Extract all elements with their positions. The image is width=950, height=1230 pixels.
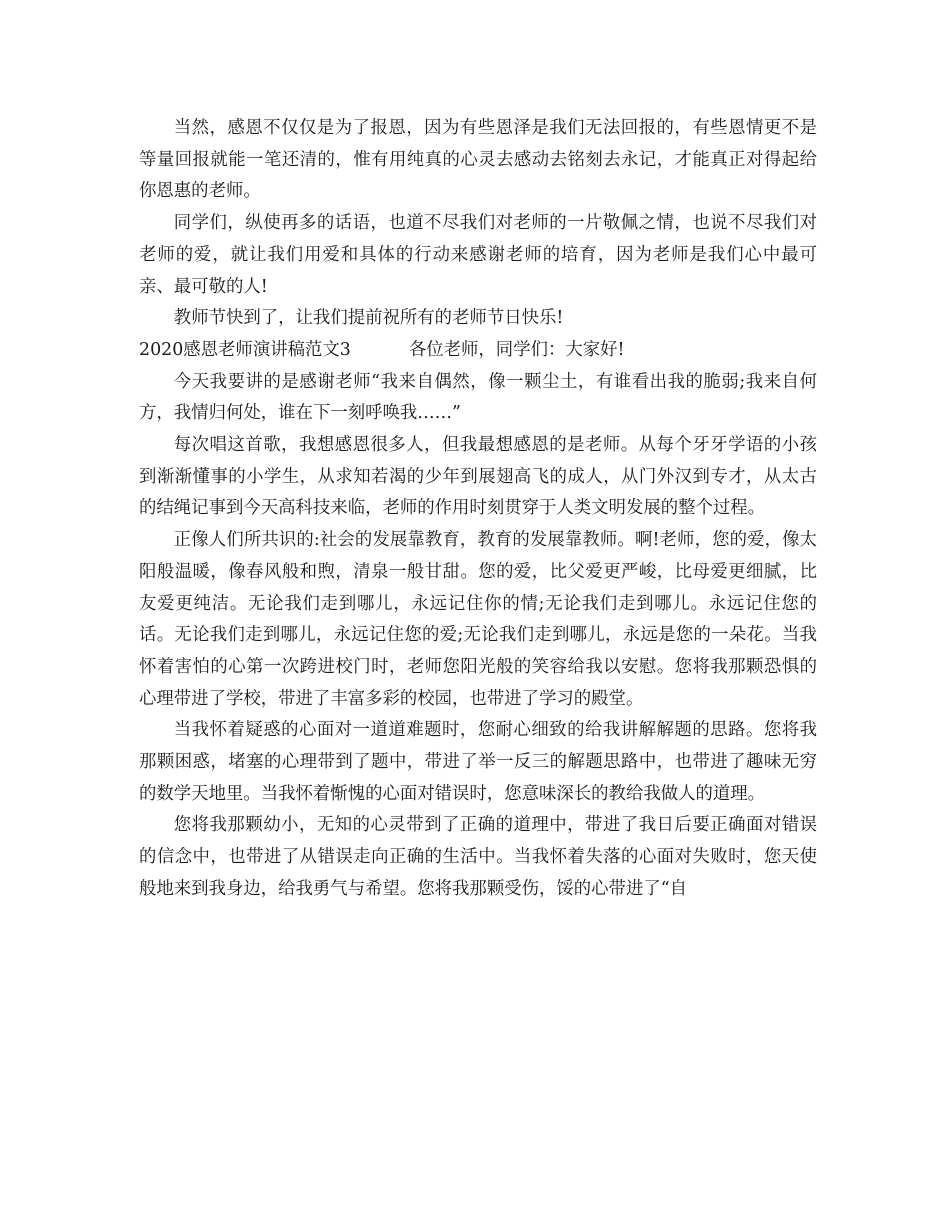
paragraph-classmates: 同学们，纵使再多的话语，也道不尽我们对老师的一片敬佩之情，也说不尽我们对老师的爱，就让我们用爱和具体的行动来感谢老师的培育，因为老师是我们心中最可亲、最可敬的人! [139,213,817,297]
section-heading [139,335,817,367]
paragraph-problem-solving: 当我怀着疑惑的心面对一道道难题时，您耐心细致的给我讲解解题的思路。您将我那颗困惑，堵塞的心理带到了题中，带进了举一反三的解题思路中，也带进了趣味无穷的数学天地里。当我怀着惭愧的心面对错误时，您意味深长的教给我做人的道理。 [139,720,817,804]
document-body [139,113,817,906]
paragraph-right-and-wrong: 您将我那颗幼小，无知的心灵带到了正确的道理中，带进了我日后要正确面对错误的信念中，也带进了从错误走向正确的生活中。当我怀着失落的心面对失败时，您天使般地来到我身边，给我勇气与希望。您将我那颗受伤，馁的心带进了“自 [139,815,817,899]
section-title: 2020感恩老师演讲稿范文3 [139,339,351,360]
paragraph-song-quote: 今天我要讲的是感谢老师“我来自偶然，像一颗尘土，有谁看出我的脆弱;我来自何方，我情归何处，谁在下一刻呼唤我……” [139,371,817,424]
greeting-text: 各位老师，同学们：大家好! [408,339,625,360]
paragraph-gratitude-meaning: 当然，感恩不仅仅是为了报恩，因为有些恩泽是我们无法回报的，有些恩情更不是等量回报就能一笔还清的，惟有用纯真的心灵去感动去铭刻去永记，才能真正对得起给你恩惠的老师。 [139,118,817,202]
paragraph-teachers-day: 教师节快到了，让我们提前祝所有的老师节日快乐! [173,308,564,329]
paragraph-thanks-teacher: 每次唱这首歌，我想感恩很多人，但我最想感恩的是老师。从每个牙牙学语的小孩到渐渐懂事的小学生，从求知若渴的少年到展翅高飞的成人，从门外汉到专才，从太古的结绳记事到今天高科技来临，老师的作用时刻贯穿于人类文明发展的整个过程。 [139,435,817,519]
paragraph-teacher-love: 正像人们所共识的:社会的发展靠教育，教育的发展靠教师。啊!老师，您的爱，像太阳般温暖，像春风般和煦，清泉一般甘甜。您的爱，比父爱更严峻，比母爱更细腻，比友爱更纯洁。无论我们走到哪儿，永远记住你的情;无论我们走到哪儿。永远记住您的话。无论我们走到哪儿，永远记住您的爱;无论我们走到哪儿，永远是您的一朵花。当我怀着害怕的心第一次跨进校门时，老师您阳光般的笑容给我以安慰。您将我那颗恐惧的心理带进了学校，带进了丰富多彩的校园，也带进了学习的殿堂。 [139,530,817,709]
